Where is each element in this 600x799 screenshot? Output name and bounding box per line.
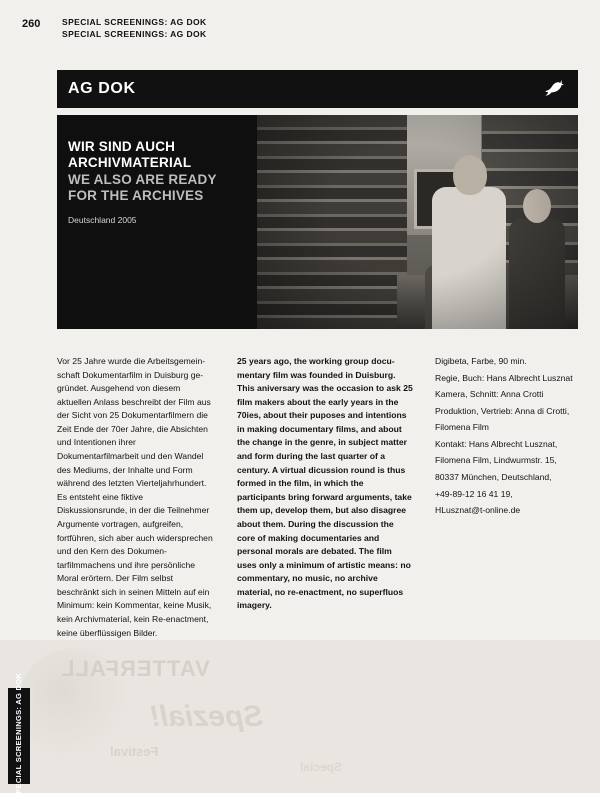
section-header-bar [57,70,578,108]
section-side-tab [8,672,30,799]
column-english [237,355,413,640]
credit-line: Digibeta, Farbe, 90 min. [435,356,527,366]
film-title-block [57,115,257,329]
credit-line: Kontakt: Hans Albrecht Lusznat, [435,438,558,449]
film-title-en-line2: FOR THE ARCHIVES [68,188,204,204]
film-title-de-line1: WIR SIND AUCH [68,139,176,154]
credit-line: Filomena Film [435,422,489,433]
ghost-text-2: Spezial! [150,700,264,733]
ghost-text-3: Festival [110,744,159,759]
photo-vignette [257,115,578,329]
credit-line: Produktion, Vertrieb: Anna di Crotti, [435,405,570,416]
ghost-text-1: VATTERFALL [60,656,210,681]
bird-icon [542,77,566,101]
film-still-photo [257,115,578,329]
credit-line: +49-89-12 16 41 19, [435,488,513,499]
ghost-text-4: Special [300,760,343,774]
running-head-line-1: SPECIAL SCREENINGS: AG DOK [62,17,207,27]
credit-line: Filomena Film, Lindwurmstr. 15, [435,455,557,466]
running-head [62,16,207,41]
film-hero [57,115,578,329]
german-body-text: Vor 25 Jahre wurde die Arbeitsgemeinschaft Dokumentarfilm in Duisburg gegründet. Ausgehend von diesem aktuellen Anlass beschreibt der Film aus der Sicht von 25 Dokumentarfilmern die Zeit Ende der 70er Jahre, die Absichten und Intentionen ihrer Dokumentarfilmarbeit und den Wandel des Mediums, der Inhalte und Form während des letzten Vierteljahrhundert. Es entsteht eine fiktive Diskussionsrunde, in der die Teilnehmer Argumente vortragen, aufgreifen, fortführen, sich aber auch widersprechen und den Kern des Dokumentarfilmmachens und ihre persönliche Moral erörtern. Der Film selbst beschränkt sich in seinen Mitteln auf ein Minimum: kein Kommentar, keine Musik, kein Archivmaterial, kein Re-enactment, keine überflüssigen Bilder. [57,356,213,638]
section-side-tab-label: SPECIAL SCREENINGS: AG DOK [13,672,23,799]
article-columns [57,355,578,640]
credit-line-email: HLusznat@t-online.de [435,505,521,516]
page-number: 260 [22,18,41,30]
english-body-text: 25 years ago, the working group documentary film was founded in Duisburg. This aniversary was the occasion to ask 25 film makers about the early years in the 70ies, about their puposes and intentions in making documentary films, and about the change in the genre, in subject matter and form during the last quarter of a century. A virtual dicussion round is thus formed in the film, in which the participants bring forward arguments, take them up, develop them, but also disagree about them. During the discussion the core of making documentaries and personal morals are debated. The film uses only a minimum of artistic means: no commentary, no music, no archive material, no re-enactment, no superfluos imagery. [237,356,413,611]
film-country-year: Deutschland 2005 [68,214,137,225]
credit-line: 80337 München, Deutschland, [435,472,552,483]
column-german [57,355,215,640]
page-bleed-texture [0,640,600,793]
column-credits [435,355,575,640]
film-title-de-line2: ARCHIVMATERIAL [68,155,192,171]
page-content [57,70,578,640]
credit-line: Kamera, Schnitt: Anna Crotti [435,389,544,400]
running-head-line-2: SPECIAL SCREENINGS: AG DOK [62,29,207,40]
credit-line: Regie, Buch: Hans Albrecht Lusznat [435,372,573,383]
section-title: AG DOK [68,80,136,97]
film-title-en-line1: WE ALSO ARE READY [68,171,217,187]
